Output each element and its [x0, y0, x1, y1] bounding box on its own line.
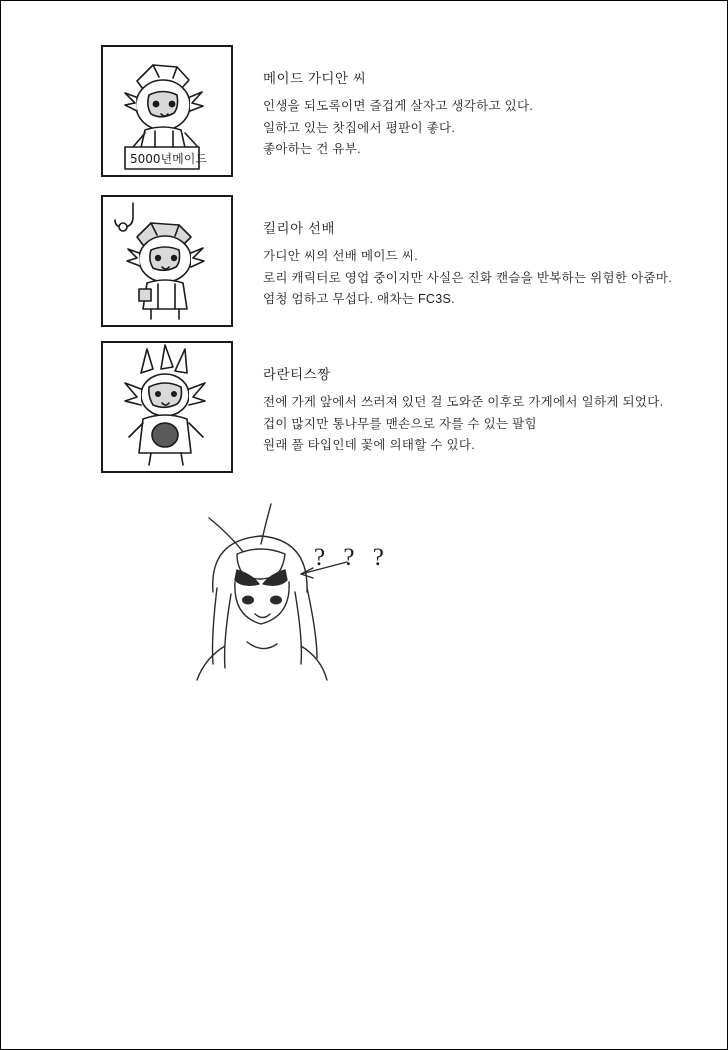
character-desc-line: 좋아하는 건 유부. — [263, 142, 361, 156]
character-portrait-killia — [101, 195, 233, 327]
character-desc-line: 인생을 되도록이면 즐겁게 살자고 생각하고 있다. — [263, 99, 534, 113]
character-name: 라란티스짱 — [263, 367, 331, 382]
bottom-sketch-illustration — [151, 496, 571, 716]
character-entry-laranthis — [101, 341, 663, 473]
character-desc-line: 원래 풀 타입인데 꽃에 의태할 수 있다. — [263, 438, 476, 452]
character-name: 킬리아 선배 — [263, 221, 335, 236]
character-info-laranthis — [263, 341, 663, 457]
character-desc-line: 로리 캐릭터로 영업 중이지만 사실은 진화 캔슬을 반복하는 위험한 아줌마. — [263, 270, 672, 285]
character-desc-line: 일하고 있는 찻집에서 평판이 좋다. — [263, 120, 456, 135]
character-info-killia — [263, 195, 672, 311]
character-portrait-gardian — [101, 45, 233, 177]
character-info-gardian — [263, 45, 533, 161]
question-marks-annotation: ? ? ? — [314, 544, 390, 571]
character-desc-line: 엄청 엄하고 무섭다. 애차는 FC3S. — [263, 292, 455, 306]
character-name: 메이드 가디안 씨 — [263, 71, 367, 86]
character-desc-line: 가디안 씨의 선배 메이드 씨. — [263, 249, 418, 263]
character-entry-killia — [101, 195, 672, 327]
panel-sign-label: 5000년메이드 — [130, 152, 207, 166]
character-desc-line: 겁이 많지만 통나무를 맨손으로 자를 수 있는 팔힘 — [263, 416, 537, 431]
character-desc-line: 전에 가게 앞에서 쓰러져 있던 걸 도와준 이후로 가게에서 일하게 되었다. — [263, 395, 664, 409]
character-portrait-laranthis — [101, 341, 233, 473]
character-entry-gardian — [101, 45, 533, 177]
